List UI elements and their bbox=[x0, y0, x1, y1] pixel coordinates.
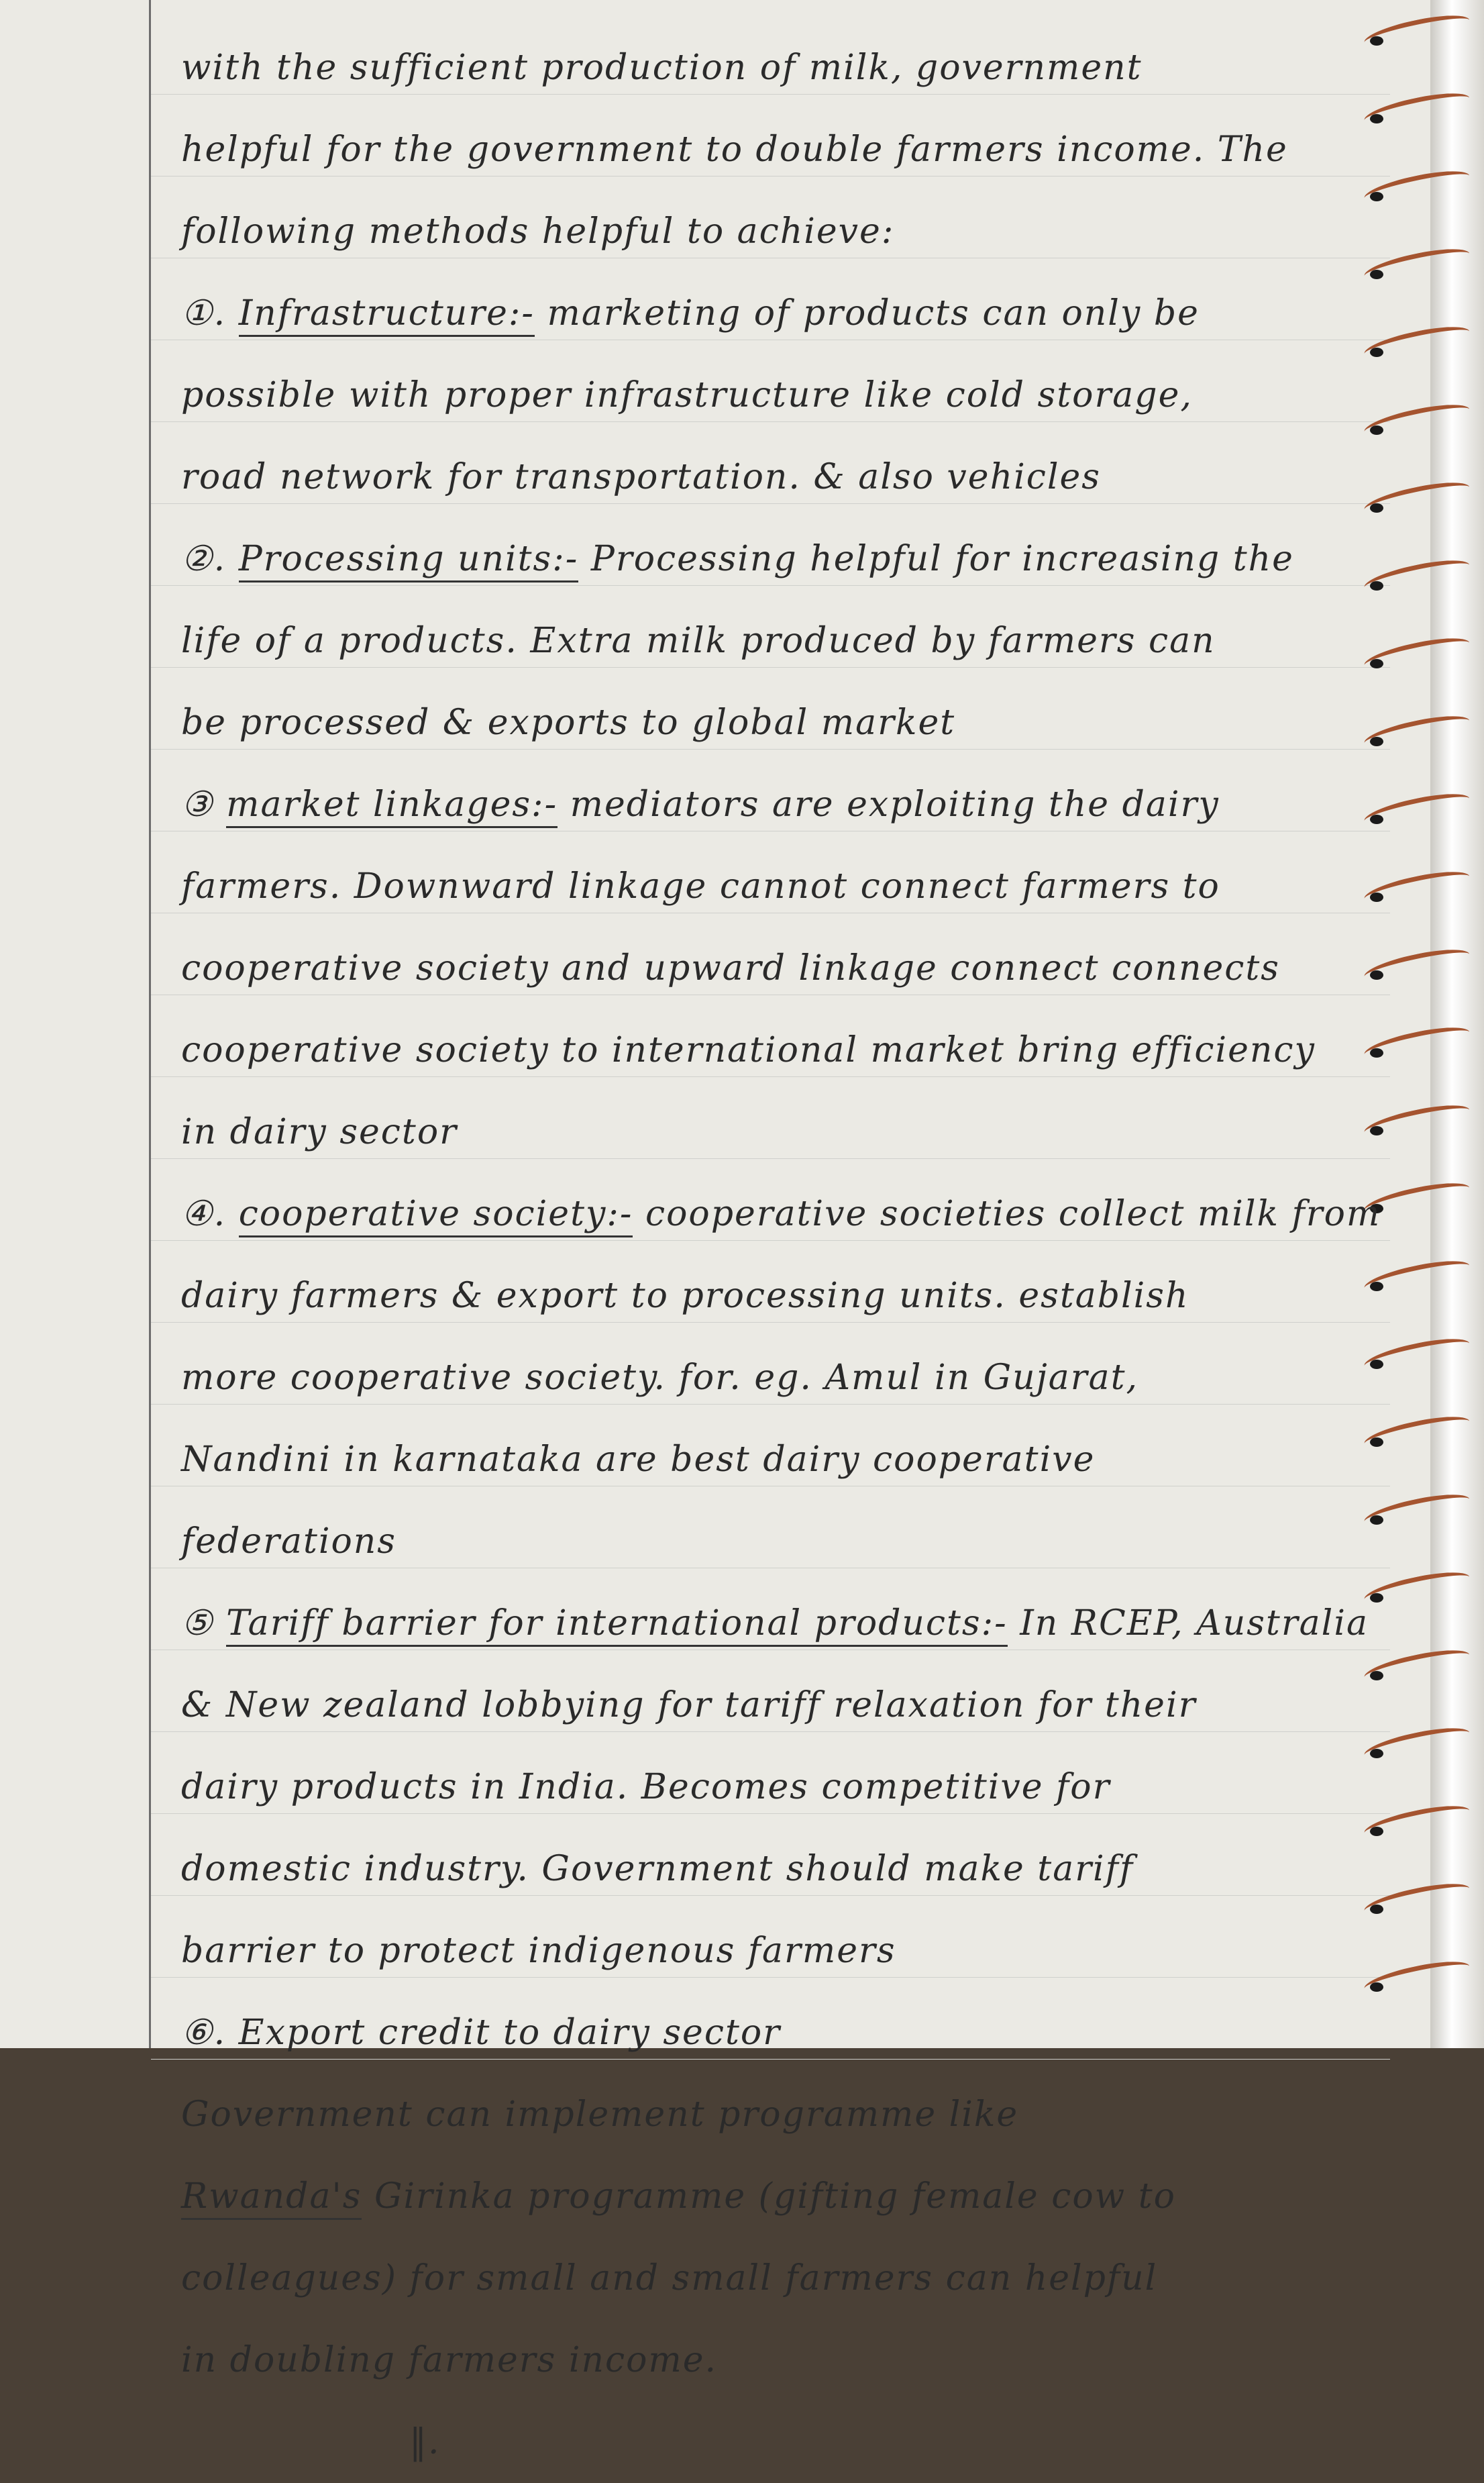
note-line: helpful for the government to double farmers income. The bbox=[181, 130, 1288, 170]
note-line: possible with proper infrastructure like cold storage, bbox=[181, 375, 1193, 415]
point-heading: Processing units:- bbox=[239, 539, 579, 582]
margin-line bbox=[149, 0, 151, 2048]
point-number: ④. bbox=[181, 1194, 227, 1234]
note-line: in dairy sector bbox=[181, 1112, 458, 1152]
point-heading: Infrastructure:- bbox=[239, 293, 535, 337]
point-number: ②. bbox=[181, 539, 227, 579]
punch-hole bbox=[1370, 1126, 1383, 1135]
note-line: life of a products. Extra milk produced by farmers can bbox=[181, 621, 1216, 661]
note-line: federations bbox=[181, 1521, 396, 1562]
closing-mark: ‖. bbox=[409, 2422, 441, 2462]
note-line bbox=[181, 2401, 1362, 2483]
note-line: be processed & exports to global market bbox=[181, 703, 956, 743]
punch-hole bbox=[1370, 1749, 1383, 1758]
punch-hole bbox=[1370, 1671, 1383, 1680]
punch-hole bbox=[1370, 1593, 1383, 1603]
note-line: ②. Processing units:- Processing helpful for increasing the bbox=[181, 518, 1362, 600]
point-heading: Rwanda's bbox=[181, 2176, 362, 2220]
punch-hole bbox=[1370, 1905, 1383, 1914]
note-line: cooperative society to international market bring efficiency bbox=[181, 1030, 1316, 1070]
punch-hole bbox=[1370, 1360, 1383, 1369]
punch-hole bbox=[1370, 270, 1383, 279]
punch-hole bbox=[1370, 737, 1383, 746]
point-number: ⑤ bbox=[181, 1603, 214, 1643]
punch-hole bbox=[1370, 1282, 1383, 1291]
punch-hole bbox=[1370, 1827, 1383, 1836]
note-line: dairy farmers & export to processing units. establish bbox=[181, 1276, 1189, 1316]
punch-hole bbox=[1370, 192, 1383, 201]
punch-hole bbox=[1370, 36, 1383, 46]
note-line: with the sufficient production of milk, government bbox=[181, 48, 1143, 88]
note-line: dairy products in India. Becomes competitive for bbox=[181, 1767, 1111, 1807]
point-heading: cooperative society:- bbox=[239, 1194, 633, 1237]
note-line: barrier to protect indigenous farmers bbox=[181, 1931, 896, 1971]
note-line: road network for transportation. & also vehicles bbox=[181, 457, 1101, 497]
point-heading: Tariff barrier for international products:- bbox=[226, 1603, 1008, 1647]
punch-hole bbox=[1370, 114, 1383, 123]
note-line: Nandini in karnataka are best dairy cooperative bbox=[181, 1439, 1096, 1480]
note-line: Rwanda's Girinka programme (gifting female cow to bbox=[181, 2156, 1362, 2237]
point-number: ⑥. bbox=[181, 2013, 227, 2053]
note-line: ①. Infrastructure:- marketing of products can only be bbox=[181, 272, 1362, 354]
note-line: domestic industry. Government should make tariff bbox=[181, 1849, 1134, 1889]
note-line: in doubling farmers income. bbox=[181, 2340, 718, 2380]
note-line: ③ market linkages:- mediators are exploiting the dairy bbox=[181, 764, 1362, 846]
point-heading: market linkages:- bbox=[226, 784, 558, 828]
punch-hole bbox=[1370, 348, 1383, 357]
note-line: & New zealand lobbying for tariff relaxation for their bbox=[181, 1685, 1197, 1725]
point-number: ③ bbox=[181, 784, 214, 825]
punch-hole bbox=[1370, 893, 1383, 902]
punch-hole bbox=[1370, 581, 1383, 591]
note-line: ④. cooperative society:- cooperative societies collect milk from bbox=[181, 1173, 1362, 1255]
note-line: colleagues) for small and small farmers can helpful bbox=[181, 2258, 1158, 2298]
punch-hole bbox=[1370, 970, 1383, 980]
punch-hole bbox=[1370, 659, 1383, 668]
punch-hole bbox=[1370, 1515, 1383, 1525]
point-number: ①. bbox=[181, 293, 227, 334]
punch-hole bbox=[1370, 503, 1383, 513]
note-line: farmers. Downward linkage cannot connect farmers to bbox=[181, 866, 1220, 907]
note-line: ⑥. Export credit to dairy sector bbox=[181, 2013, 782, 2053]
note-line: more cooperative society. for. eg. Amul in Gujarat, bbox=[181, 1358, 1139, 1398]
punch-hole bbox=[1370, 1048, 1383, 1058]
punch-hole bbox=[1370, 1982, 1383, 1992]
punch-hole bbox=[1370, 815, 1383, 824]
note-line: cooperative society and upward linkage connect connects bbox=[181, 948, 1280, 989]
handwritten-notes bbox=[181, 27, 1381, 2483]
punch-hole bbox=[1370, 1437, 1383, 1447]
note-line: Government can implement programme like bbox=[181, 2094, 1019, 2135]
punch-hole bbox=[1370, 425, 1383, 435]
note-line: following methods helpful to achieve: bbox=[181, 211, 895, 252]
note-line: ⑤ Tariff barrier for international products:- In RCEP, Australia bbox=[181, 1582, 1362, 1664]
